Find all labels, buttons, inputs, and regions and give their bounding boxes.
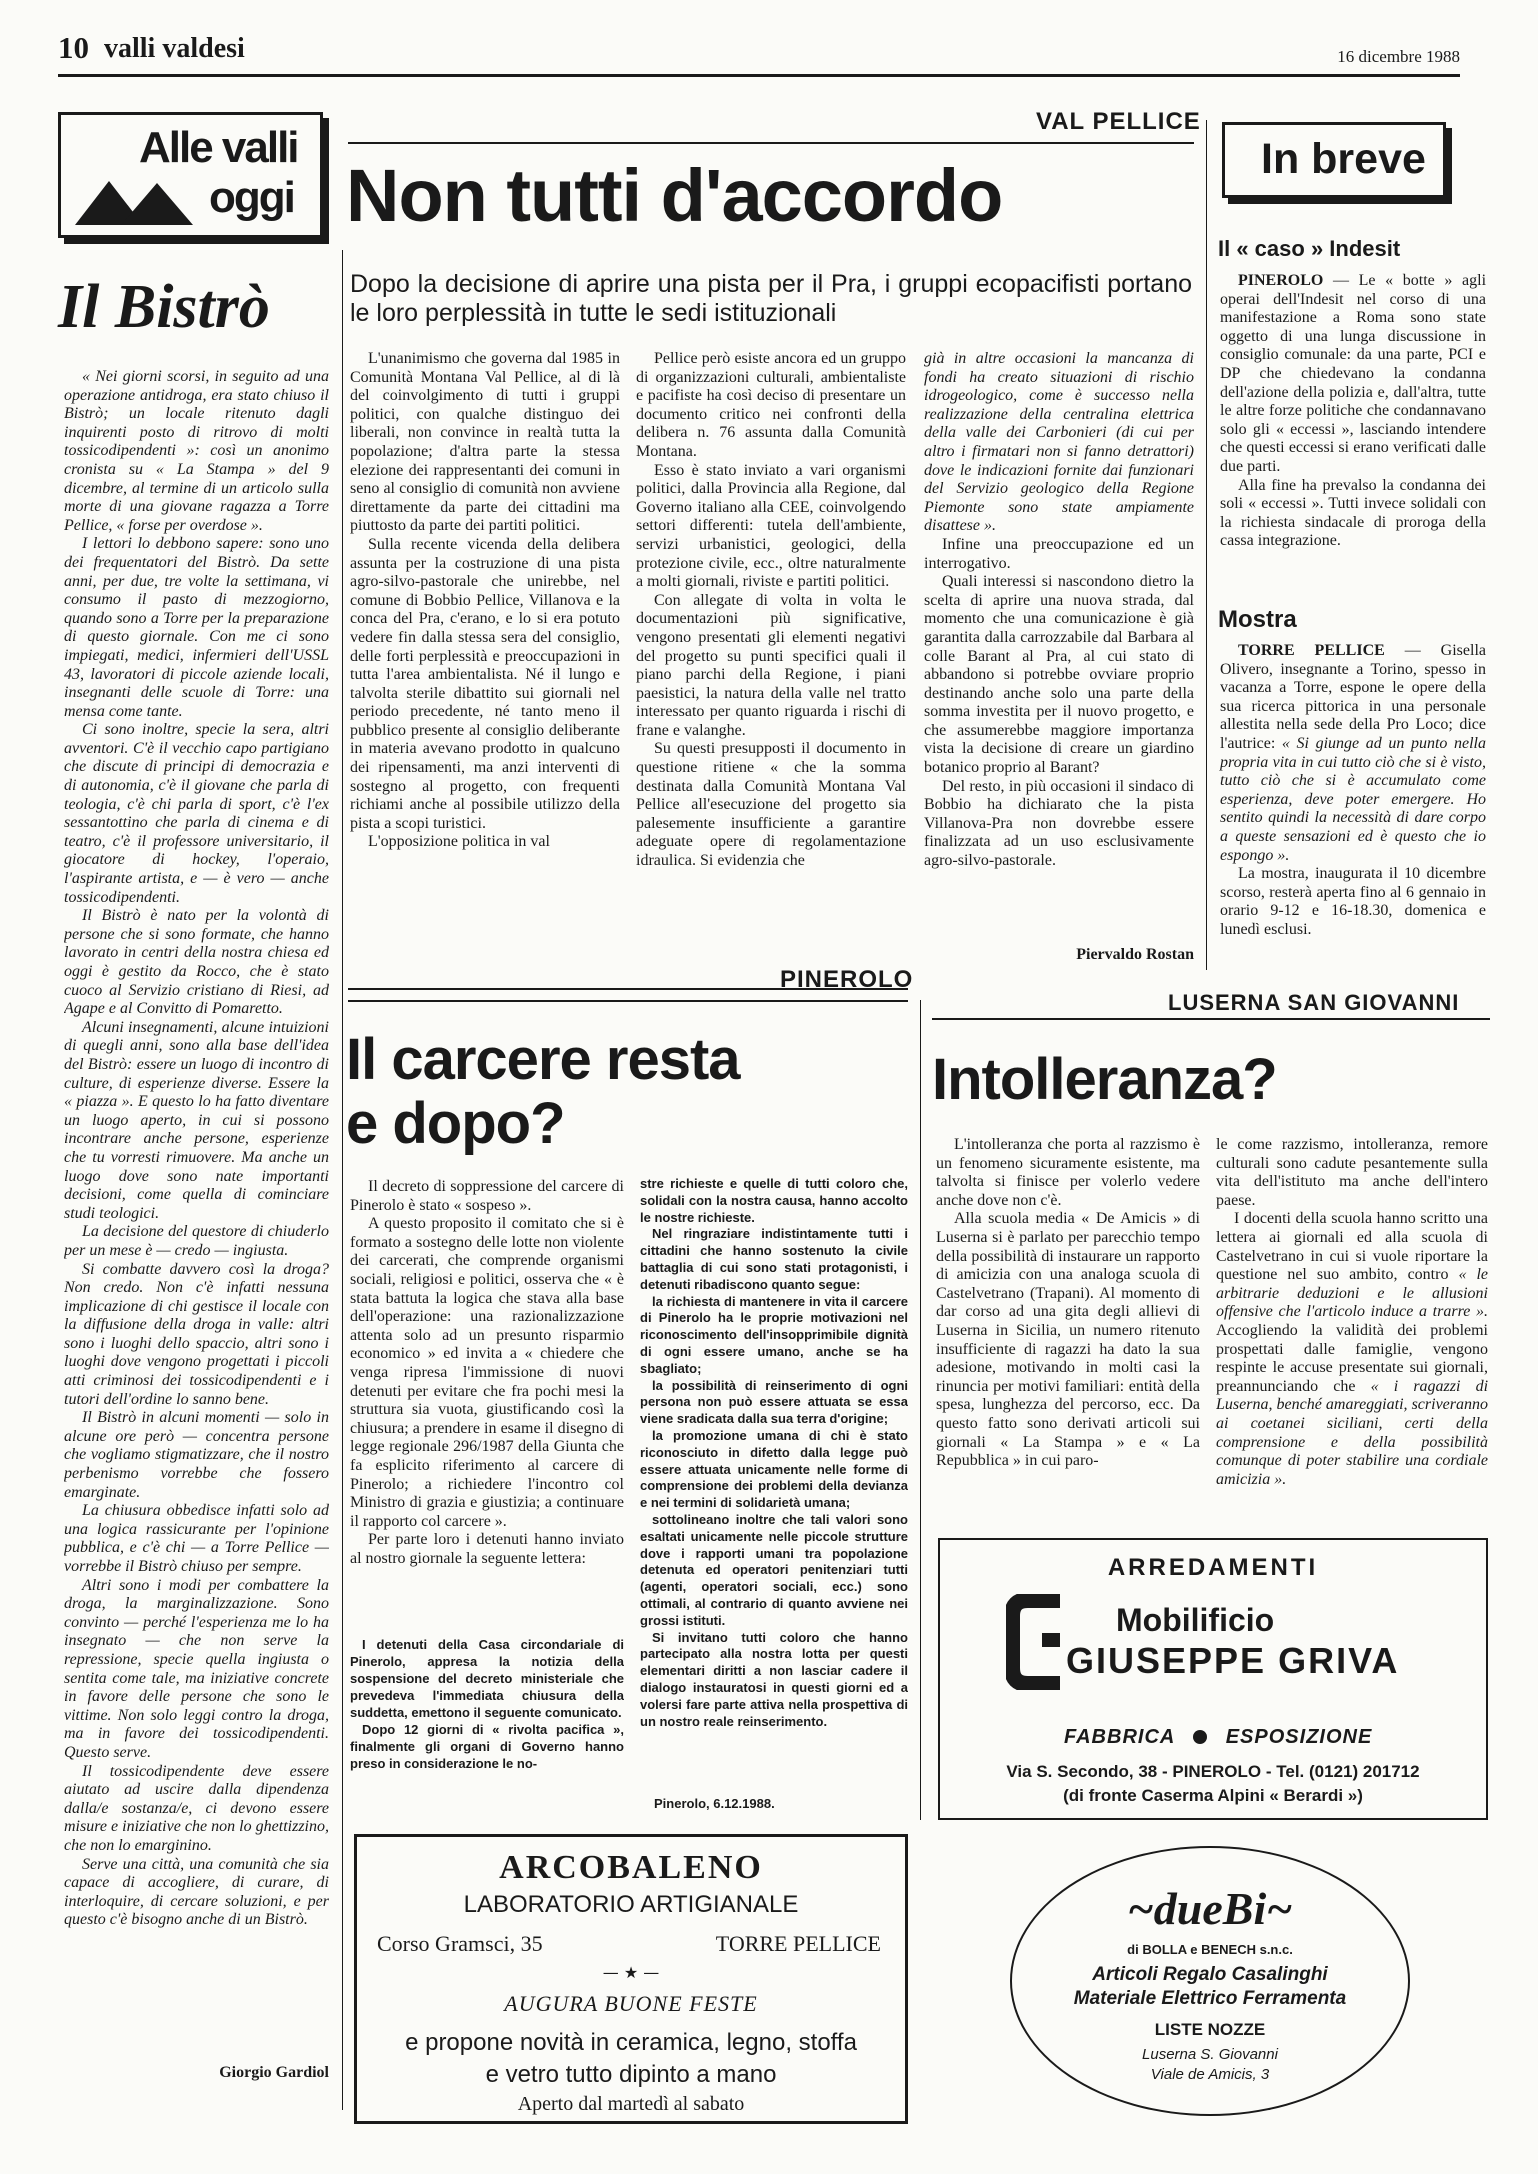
pellice-kicker: VAL PELLICE [1036,108,1201,135]
luserna-column-1 [936,1136,1200,1526]
ad-arcobaleno-greeting: AUGURA BUONE FESTE [504,1991,758,2016]
ad-arcobaleno-hours: Aperto dal martedì al sabato [517,2093,745,2115]
luserna-quote: « le arbitrarie deduzioni e le allusioni offensive che l'articolo induce a trarre ». [1216,1266,1488,1321]
bistro-author: Giorgio Gardiol [219,2064,329,2081]
griva-logo-icon [1006,1594,1070,1690]
luserna-kicker-rule [932,1018,1490,1020]
column-logo-line1: Alle valli [139,123,298,172]
breve-item-mostra [1220,642,1486,940]
ad-griva-address: Via S. Secondo, 38 - PINEROLO - Tel. (0121) 201712 [1006,1762,1420,1781]
pinerolo-paragraph: Il decreto di soppressione del carcere di Pinerolo è stato « sospeso ». [350,1178,624,1214]
pinerolo-paragraph: A questo proposito il comitato che si è formato a sostegno delle lotte non violente dei carcerati, che comprende organismi sociali, religiosi e politici, osserva che « è stata battuta la logica che stava alla base dell'operazione: una razionalizzazione attenta solo ad un presunto risparmio economico » ed invita a « chiedere che venga ripresa l'immissione di nuovi detenuti per evitare che fra pochi mesi la struttura sia vuota, giustificando così la chiusura; a prendere in esame il disegno di legge regionale 296/1987 della Giunta che fa esplicito riferimento al carcere di Pinerolo; a richiedere l'incontro col Ministro di grazia e giustizia; a continuare il rapporto col carcere ». [350,1215,624,1530]
in-breve-label: In breve [1261,135,1426,183]
ad-duebi-company: di BOLLA e BENECH s.n.c. [1127,1942,1293,1957]
pellice-subhead: Dopo la decisione di aprire una pista per il Pra, i gruppi ecopacifisti portano le loro perplessità in tutte le sedi istituzionali [350,270,1192,327]
ad-griva-tagline [1064,1726,1372,1749]
bistro-paragraph: Il Bistrò è nato per la volontà di persone che si sono formate, che hanno lavorato in centri della nostra chiesa ed oggi è gestito da Rocco, che è stato cuoco al Servizio cristiano di Riesi, ad Agape e al Convitto di Pomaretto. [64,907,329,1018]
pinerolo-letter-signoff: Pinerolo, 6.12.1988. [654,1796,775,1811]
pellice-paragraph: Infine una preoccupazione ed un interrogativo. [924,535,1194,572]
breve-item-title: Il « caso » Indesit [1218,236,1401,261]
breve-item-title: Mostra [1218,606,1297,633]
pellice-paragraph: Pellice però esiste ancora ed un gruppo di organizzazioni culturali, ambientaliste e pacifiste ha così deciso di presentare un documento critico nei confronti della delibera n. 76 assunta dalla Comunità Montana. [636,350,906,460]
pellice-paragraph: Del resto, in più occasioni il sindaco di Bobbio ha dichiarato che la pista Villanova-Pra non dovrebbe essere finalizzata ad un uso esclusivamente agro-silvo-pastorale. [924,777,1194,870]
in-breve-box [1222,122,1446,198]
pellice-paragraph: Con allegate di volta in volta le documentazioni più significative, vengono presentati gli elementi negativi del progetto su punti specifici quali il piano parchi della Regione, i piani paesistici, la natura della valle nel tratto interessato per quanto riguarda i rischi di frane e valanghe. [636,591,906,739]
pellice-column-3 [924,350,1194,960]
pinerolo-column-1 [350,1178,624,1628]
ad-griva-tagline-a: FABBRICA [1064,1726,1175,1748]
page-number: 10 [58,30,89,65]
pinerolo-letter-paragraph: Dopo 12 giorni di « rivolta pacifica », finalmente gli organi di Governo hanno preso in considerazione le no- [350,1722,624,1771]
ad-arcobaleno-name: ARCOBALENO [499,1849,763,1886]
ad-duebi [1010,1846,1410,2116]
issue-date: 16 dicembre 1988 [1337,47,1460,66]
luserna-quote: « i ragazzi di Luserna, benché amareggiati, scriveranno ai coetanei siciliani, certi della comprensione e della possibilità comunque di poter stabilire una cordiale amicizia ». [1216,1377,1488,1488]
luserna-kicker: LUSERNA SAN GIOVANNI [1168,990,1460,1015]
column-divider [1206,120,1207,970]
column-divider [920,1000,921,1820]
ad-duebi-name: ~dueBi~ [1127,1883,1293,1934]
bistro-paragraph: Il Bistrò in alcuni momenti — solo in alcune ore però — concentra persone che vogliamo stigmatizzare, che il nostro perbenismo vorrebbe che fossero emarginate. [64,1409,329,1501]
pellice-paragraph: L'opposizione politica in val [368,833,550,851]
header-rule [58,74,1460,77]
breve-text: — Gisella Olivero, insegnante a Torino, spesso in vacanza a Torre, espone le opere della sua ricerca pittorica in una personale allestita nella sede della Pro Loco; dice l'autrice: [1220,642,1486,752]
breve-text: La mostra, inaugurata il 10 dicembre scorso, resterà aperta fino al 6 gennaio in orario 9-12 e 16-18.30, domenica e lunedì esclusi. [1220,865,1486,938]
pellice-headline: Non tutti d'accordo [346,154,1003,237]
pinerolo-letter-paragraph: la promozione umana di chi è stato riconosciuto in difetto dalla legge può essere attuata unicamente nelle forme di comprensione dei problemi della devianza e nei termini di solidarietà umana; [640,1427,908,1511]
breve-dateline: TORRE PELLICE [1238,642,1385,659]
breve-quote: « Si giunge ad un punto nella propria vita in cui tutto ciò che si è visto, tutto ciò che si è accumulato come esperienza, deve poter emergere. Ho sentito quindi la necessità di dare corpo a queste sensazioni ed è questo che io espongo ». [1220,734,1486,864]
bistro-title: Il Bistrò [58,273,270,341]
pinerolo-letter-paragraph: I detenuti della Casa circondariale di Pinerolo, appresa la notizia della sospensione del decreto ministeriale che prevedeva l'immediata chiusura della suddetta, emettono il seguente comunicato. [350,1637,624,1720]
pinerolo-letter-paragraph: la richiesta di mantenere in vita il carcere di Pinerolo ha le proprie motivazioni nel riconoscimento dell'insopprimibile dignità di ogni essere umano, anche se ha sbagliato; [640,1293,908,1376]
ad-duebi-line1: Articoli Regalo Casalinghi [1092,1964,1328,1985]
bistro-paragraph: I lettori lo debbono sapere: sono uno dei frequentatori del Bistrò. Da sette anni, per due, tre volte la settimana, vi consumo il pasto di mezzogiorno, quando sono a Torre per la preparazione di questo giornale. Con me ci sono impiegati, medici, infermieri dell'USSL 43, lavoratori di piccole aziende locali, insegnanti delle scuole di Torre: una mensa come tante. [64,535,329,720]
pellice-kicker-rule [348,142,1194,144]
pinerolo-letter-column-1 [350,1636,624,1836]
pinerolo-headline-line1: Il carcere resta [346,1027,740,1092]
pinerolo-letter-paragraph: stre richieste e quelle di tutti coloro che, solidali con la nostra causa, hanno accolto le nostre richieste. [640,1176,908,1225]
pinerolo-letter-paragraph: Si invitano tutti coloro che hanno partecipato alla nostra lotta per questi elementari diritti a non lasciar cadere il dialogo instauratosi in questi giorni ed a volersi fare parte attiva nella prospettiva di un nostro reale reinserimento. [640,1629,908,1729]
breve-text: — Le « botte » agli operai dell'Indesit nel corso di una manifestazione a Roma sono state oggetto di una lunga discussione in consiglio comunale: da una parte, PCI e DP che chiedevano la condanna dell'azione della polizia e, dall'altra, tutte le altre forze politiche che condannavano solo gli « eccessi », lasciando intendere che questi eccessi si erano verificati dalle due parti. [1220,272,1487,475]
pinerolo-headline-line2: e dopo? [346,1091,565,1156]
breve-item-indesit [1220,272,1486,551]
breve-text: Alla fine ha prevalso la condanna dei soli « eccessi ». Tutti invece solidali con la richiesta sindacale di proroga della cassa integrazione. [1220,476,1486,550]
pellice-paragraph: L'unanimismo che governa dal 1985 in Comunità Montana Val Pellice, al di là del coinvolgimento di tutti i gruppi politici, con qualche distinguo dei liberali, non convince in realtà tutta la popolazione; d'altra parte la stessa elezione dei rappresentanti dei comuni in seno al consiglio di comunità non avviene direttamente da parte dei cittadini ma piuttosto da parte dei partiti politici. [350,350,620,535]
luserna-headline: Intolleranza? [932,1047,1277,1112]
pinerolo-kicker: PINEROLO [780,966,914,993]
bistro-paragraph: « Nei giorni scorsi, in seguito ad una operazione antidroga, era stato chiuso il Bistrò; un locale ritenuto dagli inquirenti posto di ritrovo di molti tossicodipendenti »: così un anonimo cronista su « La Stampa » del 9 dicembre, al termine di un articolo sulla morte di una giovane ragazza a Torre Pellice, « forse per overdose ». [64,368,329,534]
pinerolo-letter-paragraph: sottolineano inoltre che tali valori sono esaltati unicamente nelle piccole strutture dove i rapporti umani tra popolazione detenuta ed operatori penitenziari tutti (agenti, operatori sociali, ecc.) sono ottimali, al contrario di quanto avviene nei grossi istituti. [640,1511,908,1628]
pellice-paragraph: Quali interessi si nascondono dietro la scelta di aprire una nuova strada, dal momento che una comunicazione è già garantita dalla carrozzabile dal Barbara al colle Barant al Pra, al cui stato di abbandono si potrebbe ovviare proprio destinando anche solo una parte della somma investita per il nuovo progetto, e che assumerebbe maggiore importanza vista la decisione di creare un giardino botanico proprio al Barant? [924,573,1194,777]
ad-griva-tagline-b: ESPOSIZIONE [1225,1726,1373,1748]
ad-arcobaleno [354,1834,908,2124]
ad-griva-note: (di fronte Caserma Alpini « Berardi ») [1063,1786,1363,1805]
luserna-paragraph: Alla scuola media « De Amicis » di Luserna si è parlato per parecchio tempo della possibilità di instaurare un rapporto di amicizia con una analoga scuola di Castelvetrano (Trapani). Al momento di dar corso ad una gita degli allievi di Luserna in Sicilia, un numero ritenuto insufficiente di ragazzi ha dato la sua adesione, motivando in molti casi la rinuncia per motivi familiari: entità della spesa, lunghezza del percorso, ecc. Da questo fatto sono derivati articoli sui giornali « La Stampa » e « La Repubblica » in cui paro- [936,1210,1200,1470]
bistro-paragraph: La chiusura obbedisce infatti solo ad una logica rassicurante per l'opinione pubblica, e c'è chi — a Torre Pellice — vorrebbe il Bistrò chiuso per sempre. [64,1502,329,1575]
luserna-column-2 [1216,1136,1488,1526]
bistro-paragraph: Alcuni insegnamenti, alcune intuizioni di quegli anni, sono alla base dell'idea del Bistrò: essere un luogo di incontro di culture, di esperienze diverse. Essere la « piazza ». E questo lo ha fatto diventare un luogo aperto, in cui si possono incontrare anche persone, esperienze che tu vorresti rimuovere. Ma anche un luogo dove sono nate importanti decisioni, come quella di cominciare studi teologici. [64,1018,329,1222]
ad-arcobaleno-ornament: — ★ — [602,1963,660,1982]
bistro-paragraph: Si combatte davvero così la droga? Non credo. Non c'è infatti nessuna implicazione di chi gestisce il locale con la diffusione della droga in valle: altri sono i luoghi dello spaccio, altri sono i luoghi dove vengono progettati i piccoli atti criminosi dei tossicodipendenti e i tutori dell'ordine lo sanno bene. [64,1260,329,1408]
ad-griva-header: ARREDAMENTI [1107,1554,1319,1581]
ad-griva-line2: GIUSEPPE GRIVA [1066,1640,1400,1681]
luserna-text: I docenti della scuola hanno scritto una lettera ai giornali ed alla scuola di Castelvetrano in cui si vuole riportare la questione nel suo ambito, contro [1216,1210,1488,1284]
pellice-column-1 [350,350,620,920]
pellice-column-2 [636,350,906,920]
ad-arcobaleno-type: LABORATORIO ARTIGIANALE [463,1891,799,1918]
ad-duebi-line2: Materiale Elettrico Ferramenta [1073,1988,1347,2009]
luserna-paragraph: le come razzismo, intolleranza, remore culturali sono cadute pesantemente sulla vita dell'istituto ma anche dell'intero paese. [1216,1136,1488,1209]
pellice-paragraph: Sulla recente vicenda della delibera assunta per la costruzione di una pista agro-silvo-pastorale che unirebbe, nel comune di Bobbio Pellice, Villanova e la conca del Pra, c'erano, e lo si era potuto vedere fin dalla stessa sera del consiglio, delle forti perplessità e preoccupazioni in tutta l'area ambientalista. Né il lungo e talvolta sterile dibattito sui giornali nel periodo precedente, né tanto meno il pubblico presente al consiglio deliberante in materia avevano prodotto in qualcuno dei ripensamenti, ma anzi interventi di sostegno al progetto, con frequenti richiami anche al possibile utilizzo della pista a scopi turistici. [350,535,620,832]
ad-duebi-service: LISTE NOZZE [1154,2020,1266,2039]
bistro-paragraph: Il tossicodipendente deve essere aiutato ad uscire dalla dipendenza dalla/e sostanza/e, ci devono essere misure e iniziative che non lo ghettizzino, che non lo emarginino. [64,1762,329,1854]
breve-dateline: PINEROLO [1238,272,1324,289]
pinerolo-paragraph: Per parte loro i detenuti hanno inviato al nostro giornale la seguente lettera: [350,1531,624,1567]
column-divider [342,250,343,2110]
ad-mobilificio-griva [938,1538,1488,1820]
bistro-paragraph: Altri sono i modi per combattere la droga, la marginalizzazione. Sono convinto — perché l'esperienza me lo ha insegnato — che non serve la repressione, specie quella ingiusta o sentita come tale, ma iniziative concrete in favore delle persone che sono le vittime. Non solo leggi contro la droga, ma in favore dei tossicodipendenti. Questo serve. [64,1576,329,1761]
pinerolo-top-rule [348,1000,908,1002]
ad-arcobaleno-line1: e propone novità in ceramica, legno, stoffa [405,2029,857,2056]
pinerolo-letter-column-2 [640,1176,908,1776]
pinerolo-letter-paragraph: Nel ringraziare indistintamente tutti i cittadini che hanno sostenuto la civile battaglia di cui sono stati protagonisti, i detenuti ribadiscono quanto segue: [640,1226,908,1292]
mountain-icon [75,181,205,225]
bistro-paragraph: La decisione del questore di chiuderlo per un mese è — credo — ingiusta. [64,1223,329,1259]
column-logo-box [58,112,323,238]
pellice-paragraph: Su questi presupposti il documento in questione ritiene « che la somma destinata dalla Comunità Montana Val Pellice all'esecuzione del progetto sia palesemente insufficiente a garantire adeguate opere di regolamentazione idraulica. Si evidenzia che [636,740,906,870]
luserna-text: Accogliendo la validità dei problemi prospettati dalle famiglie, vengono respinte le accuse presentate sui giornali, preannunciando che [1216,1321,1488,1395]
bullet-icon [1193,1730,1207,1744]
ad-arcobaleno-city: TORRE PELLICE [715,1931,881,1956]
pinerolo-letter-paragraph: la possibilità di reinserimento di ogni persona non può essere attuata se essa viene sradicata dalla sua terra d'origine; [640,1377,908,1427]
ad-griva-line1: Mobilificio [1116,1602,1275,1638]
ad-arcobaleno-address: Corso Gramsci, 35 [377,1931,543,1956]
pellice-author: Piervaldo Rostan [1076,946,1194,963]
luserna-paragraph: L'intolleranza che porta al razzismo è un fenomeno sicuramente esistente, ma talvolta si finisce per volerlo vedere anche dove non c'è. [936,1136,1200,1209]
ad-arcobaleno-line2: e vetro tutto dipinto a mano [485,2061,777,2088]
bistro-article [64,368,329,2048]
pellice-paragraph: Esso è stato inviato a vari organismi politici, dalla Provincia alla Regione, dal Governo italiano alla CEE, coinvolgendo settori differenti: tutela dell'ambiente, servizi urbanistici, geologici, della protezione civile, ecc., oltre naturalmente a molti giornali, riviste e partiti politici. [636,461,906,591]
bistro-paragraph: Ci sono inoltre, specie la sera, altri avventori. C'è il vecchio capo partigiano che discute di principi di democrazia e di autonomia, c'è il giovane che parla di teologia, c'è chi parla di sport, c'è l'ex sessantottino che parla di cinema e di teatro, c'è il professore universitario, il giocatore di hockey, l'operaio, l'aspirante artista, e — è vero — anche tossicodipendenti. [64,721,329,906]
ad-duebi-city: Luserna S. Giovanni [1142,2046,1278,2063]
column-logo-line2: oggi [209,173,294,222]
paper-name: valli valdesi [104,33,245,64]
ad-duebi-street: Viale de Amicis, 3 [1150,2066,1270,2083]
pellice-paragraph: già in altre occasioni la mancanza di fondi ha creato situazioni di rischio idrogeologico, come è successo nella realizzazione della centralina elettrica della valle dei Carbonieri (di cui per altro i firmatari non si fanno detrattori) dove le indicazioni fornite dai funzionari del Servizio geologico della Regione Piemonte sono state ampiamente disattese ». [924,350,1194,535]
bistro-paragraph: Serve una città, una comunità che sia capace di accogliere, di curare, di interloquire, di cercare soluzioni, e per questo c'è bisogno anche di un Bistrò. [64,1855,329,1929]
